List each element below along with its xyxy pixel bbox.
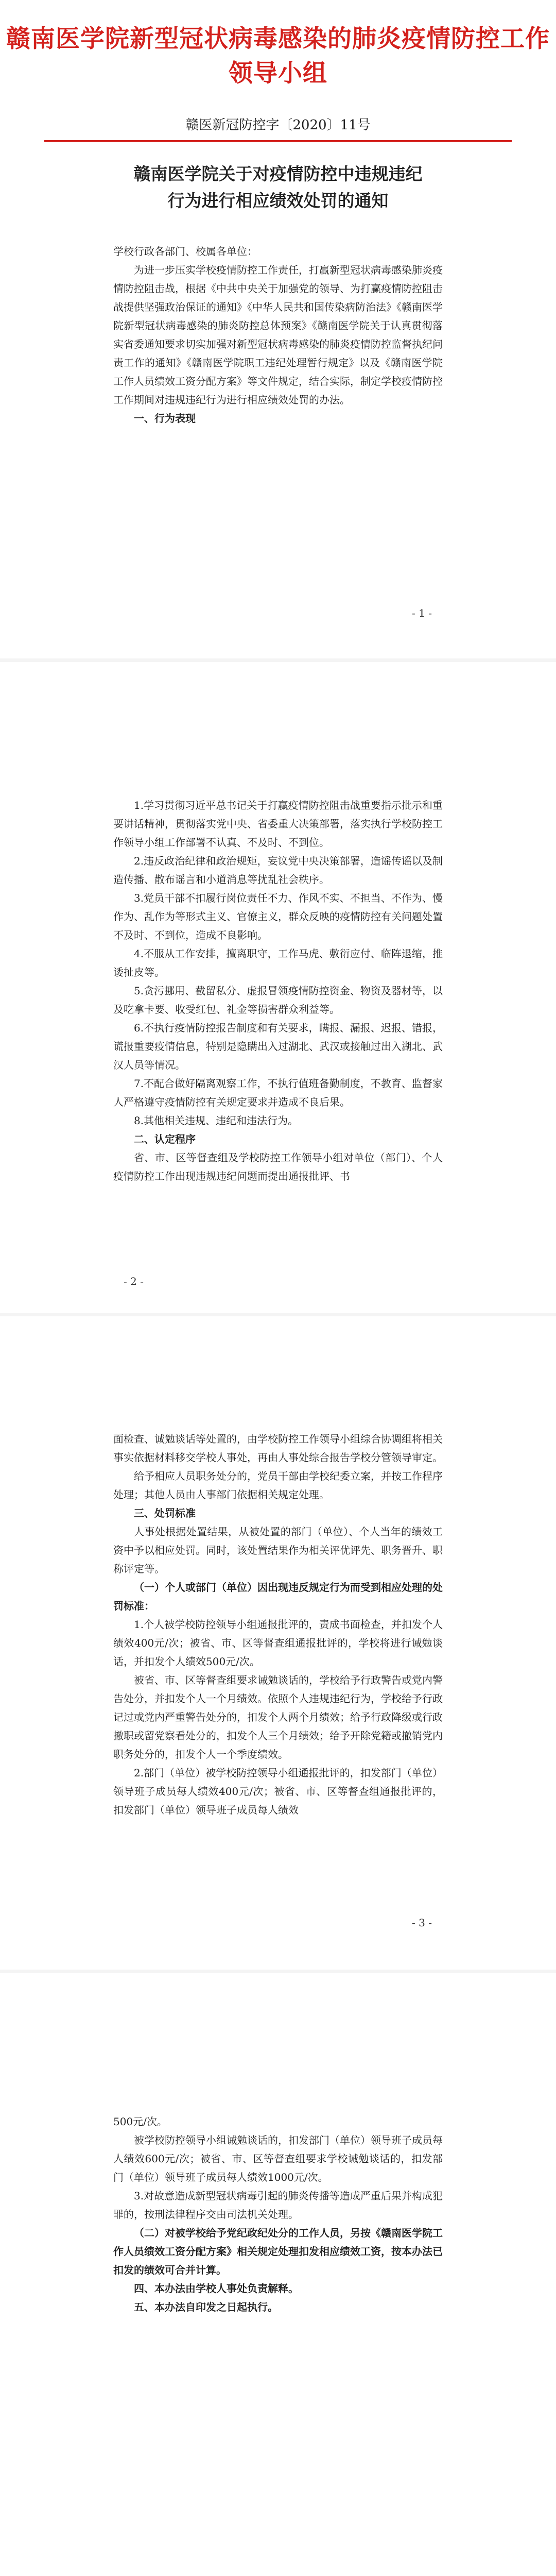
document-page-3: [0, 1316, 556, 1973]
body-paragraph: 被学校防控领导小组诫勉谈话的，扣发部门（单位）领导班子成员每人绩效600元/次；被省、市、区等督查组要求学校诫勉谈话的，扣发部门（单位）领导班子成员每人绩效1000元/次。: [113, 2134, 443, 2183]
subsection-heading: （二）对被学校给予党纪政纪处分的工作人员，另按《赣南医学院工作人员绩效工资分配方案》相关规定处理扣发相应绩效工资，按本办法已扣发的绩效可合并计算。: [113, 2227, 443, 2276]
issuing-org-header: 赣南医学院新型冠状病毒感染的肺炎疫情防控工作领导小组: [6, 25, 550, 88]
list-item: 3.党员干部不扣履行岗位责任不力、作风不实、不担当、不作为、慢作为、乱作为等形式主义、官僚主义，群众反映的疫情防控有关问题处置不及时、不到位，造成不良影响。: [113, 892, 443, 941]
page-number: - 2 -: [124, 1275, 144, 1287]
page-number: - 1 -: [412, 607, 432, 619]
section-heading-4: 四、本办法由学校人事处负责解释。: [134, 2282, 299, 2295]
continued-paragraph: 500元/次。: [113, 2115, 167, 2128]
list-item: 6.不执行疫情防控报告制度和有关要求，瞒报、漏报、迟报、错报，谎报重要疫情信息，特别是隐瞒出入过湖北、武汉或接触过出入湖北、武汉人员等情况。: [113, 1022, 443, 1071]
continued-paragraph: 面检查、诚勉谈话等处置的，由学校防控工作领导小组综合协调组将相关事实依据材料移交学校人事处，再由人事处综合报告学校分管领导审定。: [113, 1433, 443, 1464]
document-page-1: [0, 0, 556, 662]
list-item: 2.部门（单位）被学校防控领导小组通报批评的，扣发部门（单位）领导班子成员每人绩效400元/次；被省、市、区等督查组通报批评的，扣发部门（单位）领导班子成员每人绩效: [113, 1767, 443, 1816]
section-heading-1: 一、行为表现: [134, 412, 196, 425]
list-item: 被省、市、区等督查组要求诫勉谈话的，学校给予行政警告或党内警告处分，并扣发个人一个月绩效。依照个人违规违纪行为，学校给予行政记过或党内严重警告处分的，扣发个人两个月绩效；给予行政降级或行政撤职或留党察看处分的，扣发个人三个月绩效；给予开除党籍或撤销党内职务处分的，扣发个人一个季度绩效。: [113, 1674, 443, 1760]
list-item: 1.学习贯彻习近平总书记关于打赢疫情防控阻击战重要指示批示和重要讲话精神，贯彻落实党中央、省委重大决策部署，落实执行学校防控工作领导小组工作部署不认真、不及时、不到位。: [113, 799, 443, 849]
list-item: 7.不配合做好隔离观察工作，不执行值班备勤制度，不教育、监督家人严格遵守疫情防控有关规定要求并造成不良后果。: [113, 1077, 443, 1108]
page-number: - 3 -: [412, 1917, 432, 1929]
document-number: 赣医新冠防控字〔2020〕11号: [185, 117, 371, 133]
procedure-paragraph: 省、市、区等督查组及学校防控工作领导小组对单位（部门）、个人疫情防控工作出现违规违纪问题而提出通报批评、书: [113, 1151, 443, 1182]
subsection-heading: （一）个人或部门（单位）因出现违反规定行为而受到相应处理的处罚标准：: [113, 1581, 443, 1612]
list-item: 2.违反政治纪律和政治规矩，妄议党中央决策部署，造谣传谣以及制造传播、散布谣言和小道消息等扰乱社会秩序。: [113, 855, 443, 886]
addressee: 学校行政各部门、校属各单位：: [113, 245, 257, 258]
document-title: [0, 161, 556, 214]
list-item: 8.其他相关违规、违纪和违法行为。: [134, 1114, 299, 1127]
title-line-2: 行为进行相应绩效处罚的通知: [167, 191, 389, 211]
intro-paragraph: 为进一步压实学校疫情防控工作责任，打赢新型冠状病毒感染肺炎疫情防控阻击战，根据《中共中央关于加强党的领导、为打赢疫情防控阻击战提供坚强政治保证的通知》《中华人民共和国传染病防治法》《赣南医学院新型冠状病毒感染的肺炎防控总体预案》《赣南医学院关于认真贯彻落实省委通知要求切实加强对新型冠状病毒感染的肺炎疫情防控监督执纪问责工作的通知》《赣南医学院职工违纪处理暂行规定》以及《赣南医学院工作人员绩效工资分配方案》等文件规定，结合实际，制定学校疫情防控工作期间对违规违纪行为进行相应绩效处罚的办法。: [113, 264, 443, 406]
document-page-2: [0, 662, 556, 1316]
section-heading-2: 二、认定程序: [134, 1133, 196, 1145]
list-item: 5.贪污挪用、截留私分、虚报冒领疫情防控资金、物资及器材等，以及吃拿卡要、收受红包、礼金等损害群众利益等。: [113, 985, 443, 1015]
section-heading-3: 三、处罚标准: [134, 1507, 196, 1519]
document-page-4: [0, 1973, 556, 2576]
page1-body: [113, 242, 443, 428]
list-item: 1.个人被学校防控领导小组通报批评的，责成书面检查，并扣发个人绩效400元/次；被省、市、区等督查组通报批评的，学校将进行诫勉谈话，并扣发个人绩效500元/次。: [113, 1618, 443, 1668]
red-divider-line: [44, 140, 512, 142]
section-heading-5: 五、本办法自印发之日起执行。: [134, 2301, 278, 2313]
body-paragraph: 3.对故意造成新型冠状病毒引起的肺炎传播等造成严重后果并构成犯罪的，按刑法律程序交由司法机关处理。: [113, 2190, 443, 2221]
page4-body: [113, 2112, 443, 2316]
list-item: 4.不服从工作安排，擅离职守，工作马虎、敷衍应付、临阵退缩，推诿扯皮等。: [113, 947, 443, 978]
page3-body: [113, 1430, 443, 1819]
body-paragraph: 给予相应人员职务处分的，党员干部由学校纪委立案，并按工作程序处理；其他人员由人事部门依据相关规定处理。: [113, 1470, 443, 1501]
page2-body: [113, 796, 443, 1185]
body-paragraph: 人事处根据处置结果，从被处置的部门（单位）、个人当年的绩效工资中予以相应处罚。同时，该处置结果作为相关评优评先、职务晋升、职称评定等。: [113, 1526, 443, 1575]
title-line-1: 赣南医学院关于对疫情防控中违规违纪: [133, 164, 423, 184]
